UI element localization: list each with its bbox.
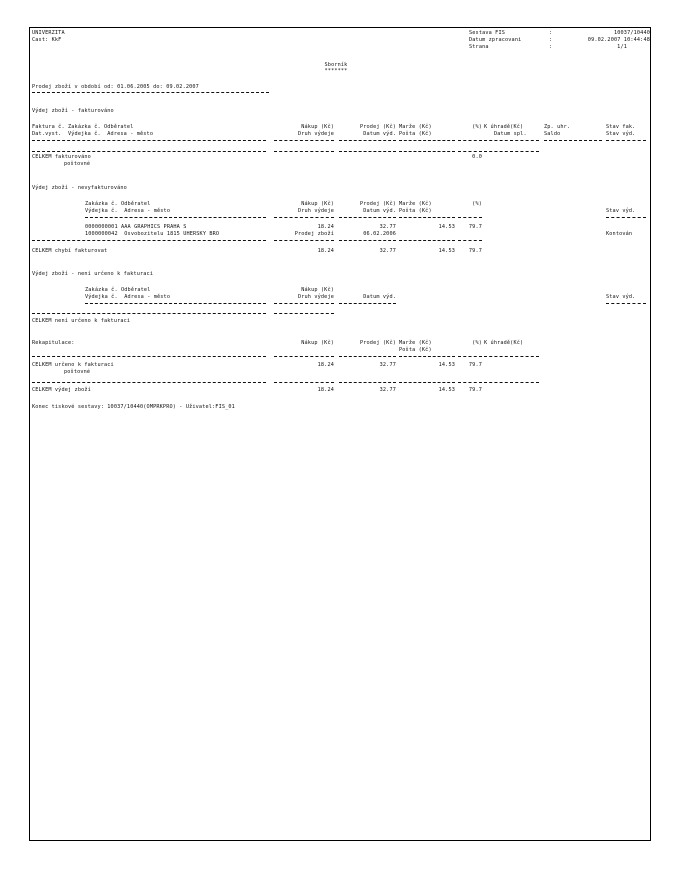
s1-h2-datum-spl: Datum spl. <box>494 131 527 137</box>
label-sestava: Sestava FIS <box>469 30 506 36</box>
table-row: 0000000001 AAA GRAPHICS PRAHA S <box>85 224 187 230</box>
s2-h2-stav-vyd: Stav výd. <box>606 208 636 214</box>
s2-total-rule <box>274 240 334 241</box>
s2-total-label: CELKEM chybí fakturovat <box>32 248 108 254</box>
s1-rule <box>339 140 396 141</box>
s2-row1-prodej: 32.77 <box>379 224 396 230</box>
s2-total-rule <box>458 240 482 241</box>
recap-rule-2 <box>484 382 539 383</box>
label-strana: Strana <box>469 44 489 50</box>
recap-row1-sub: poštovné <box>64 369 91 375</box>
s1-rule <box>274 140 334 141</box>
s1-h2-stav-vyd: Stav výd. <box>606 131 636 137</box>
s3-rule <box>606 303 646 304</box>
s1-h1-col1: Faktura č. Zakázka č. Odběratel <box>32 124 134 130</box>
s2-total-nakup: 18.24 <box>317 248 334 254</box>
s2-h1-nakup: Nákup (Kč) <box>301 201 334 207</box>
s1-rule <box>606 140 646 141</box>
s1-h1-zp-uhr: Zp. uhr. <box>544 124 571 130</box>
s1-total-rule <box>339 151 396 152</box>
s2-total-rule <box>339 240 396 241</box>
colon-2: : <box>549 37 553 43</box>
recap-h1-nakup: Nákup (Kč) <box>301 340 334 346</box>
s1-h1-stav-fak: Stav fak. <box>606 124 636 130</box>
s2-total-prodej: 32.77 <box>379 248 396 254</box>
s2-rule <box>399 217 455 218</box>
s2-h1-marze: Marže (Kč) <box>399 201 432 207</box>
colon-3: : <box>549 44 553 50</box>
s1-h1-nakup: Nákup (Kč) <box>301 124 334 130</box>
recap-rule-2 <box>399 382 455 383</box>
recap-row1-label: CELKEM určeno k fakturaci <box>32 362 114 368</box>
report-footer: Konec tiskové sestavy: 10037/10440(OMPRKPRO) - Uživatel:FIS_01 <box>32 404 235 410</box>
label-datum: Datum zpracovani <box>469 37 522 43</box>
recap-heading: Rekapitulace: <box>32 340 75 346</box>
s2-h2-datum: Datum výd. <box>363 208 396 214</box>
s2-row1-nakup: 18.24 <box>317 224 334 230</box>
s1-total-label: CELKEM fakturováno <box>32 154 91 160</box>
s3-h2-stav-vyd: Stav výd. <box>606 294 636 300</box>
s2-rule <box>458 217 482 218</box>
recap-row2-marze: 14.53 <box>438 387 455 393</box>
s2-h1-pct: (%) <box>472 201 482 207</box>
recap-rule-2 <box>274 382 334 383</box>
value-strana: 1/1 <box>617 44 627 50</box>
report-page <box>29 27 651 841</box>
recap-rule <box>339 356 396 357</box>
recap-h1-marze: Marže (Kč) <box>399 340 432 346</box>
s1-rule <box>458 140 482 141</box>
table-row: 1000000042 Osvobozitelu 1815 UHERSKY BRO <box>85 231 220 237</box>
section2-heading: Výdej zboží - nevyfakturováno <box>32 185 127 191</box>
s2-row2-druh: Prodej zboží <box>294 231 334 237</box>
period-underline <box>32 92 269 93</box>
recap-rule <box>484 356 539 357</box>
s3-total-rule <box>274 313 334 314</box>
recap-row1-marze: 14.53 <box>438 362 455 368</box>
s2-row2-stav: Kontován <box>606 231 633 237</box>
s3-rule <box>339 303 396 304</box>
s1-h2-col1: Dat.vyst. Výdejka č. Adresa - město <box>32 131 154 137</box>
s1-total-rule <box>484 151 539 152</box>
section3-heading: Výdej zboží - není určeno k fakturaci <box>32 271 154 277</box>
colon-1: : <box>549 30 553 36</box>
recap-rule <box>458 356 482 357</box>
s2-h2-posta: Pošta (Kč) <box>399 208 432 214</box>
s3-rule <box>274 303 334 304</box>
recap-rule-2 <box>32 382 266 383</box>
s2-rule <box>85 217 266 218</box>
s2-total-rule <box>399 240 455 241</box>
s1-total-sub: poštovné <box>64 161 91 167</box>
recap-h2-posta: Pošta (Kč) <box>399 347 432 353</box>
s3-h1-col1: Zakázka č. Odběratel <box>85 287 151 293</box>
period-line: Prodej zboží v období od: 01.06.2005 do: 09.02.2007 <box>32 84 199 90</box>
s2-total-rule <box>32 240 266 241</box>
s2-total-marze: 14.53 <box>438 248 455 254</box>
s1-h1-marze: Marže (Kč) <box>399 124 432 130</box>
recap-h1-k-uhrade: K úhradě(Kč) <box>484 340 524 346</box>
recap-row1-pct: 79.7 <box>468 362 482 368</box>
recap-row1-nakup: 18.24 <box>317 362 334 368</box>
s3-h1-nakup: Nákup (Kč) <box>301 287 334 293</box>
s3-total-label: CELKEM není určeno k fakturaci <box>32 318 131 324</box>
s2-h1-prodej: Prodej (Kč) <box>359 201 396 207</box>
s1-total-rule <box>274 151 334 152</box>
s2-h1-col1: Zakázka č. Odběratel <box>85 201 151 207</box>
section1-heading: Výdej zboží - fakturováno <box>32 108 114 114</box>
s2-row1-pct: 79.7 <box>468 224 482 230</box>
s2-h2-col1: Výdejka č. Adresa - město <box>85 208 171 214</box>
recap-row2-nakup: 18.24 <box>317 387 334 393</box>
recap-h1-pct: (%) <box>472 340 482 346</box>
s1-total-pct: 0.0 <box>472 154 482 160</box>
s2-h2-druh: Druh výdeje <box>297 208 334 214</box>
s1-h1-prodej: Prodej (Kč) <box>359 124 396 130</box>
recap-row2-label: CELKEM výdej zboží <box>32 387 91 393</box>
report-title: Sborník <box>324 62 348 68</box>
s2-rule <box>339 217 396 218</box>
s1-rule <box>544 140 602 141</box>
s1-h1-pct: (%) <box>472 124 482 130</box>
s1-total-rule <box>32 151 266 152</box>
s3-h2-datum: Datum výd. <box>363 294 396 300</box>
s2-rule <box>606 217 646 218</box>
recap-row2-pct: 79.7 <box>468 387 482 393</box>
s1-total-rule <box>458 151 482 152</box>
recap-rule <box>274 356 334 357</box>
s3-rule <box>85 303 266 304</box>
recap-h1-prodej: Prodej (Kč) <box>359 340 396 346</box>
org-name: UNIVERZITA <box>32 30 65 36</box>
s1-h2-druh: Druh výdeje <box>297 131 334 137</box>
s1-rule <box>32 140 266 141</box>
value-sestava: 10037/10440 <box>613 30 650 36</box>
s2-rule <box>274 217 334 218</box>
title-underline: ******* <box>324 68 348 74</box>
s1-h1-k-uhrade: K úhradě(Kč) <box>484 124 524 130</box>
s3-total-rule <box>32 313 266 314</box>
s1-rule <box>484 140 539 141</box>
s1-h2-datum: Datum výd. <box>363 131 396 137</box>
s1-h2-saldo: Saldo <box>544 131 561 137</box>
s2-total-pct: 79.7 <box>468 248 482 254</box>
recap-row1-prodej: 32.77 <box>379 362 396 368</box>
s1-total-rule <box>399 151 455 152</box>
recap-rule <box>32 356 266 357</box>
recap-rule <box>399 356 455 357</box>
s3-h2-druh: Druh výdeje <box>297 294 334 300</box>
s3-h2-col1: Výdejka č. Adresa - město <box>85 294 171 300</box>
org-part: Cast: KkF <box>32 37 62 43</box>
s2-row1-marze: 14.53 <box>438 224 455 230</box>
recap-row2-prodej: 32.77 <box>379 387 396 393</box>
recap-rule-2 <box>339 382 396 383</box>
recap-rule-2 <box>458 382 482 383</box>
s1-rule <box>399 140 455 141</box>
s2-row2-datum: 06.02.2006 <box>363 231 396 237</box>
s1-h2-posta: Pošta (Kč) <box>399 131 432 137</box>
value-datum: 09.02.2007 10:44:48 <box>587 37 650 43</box>
